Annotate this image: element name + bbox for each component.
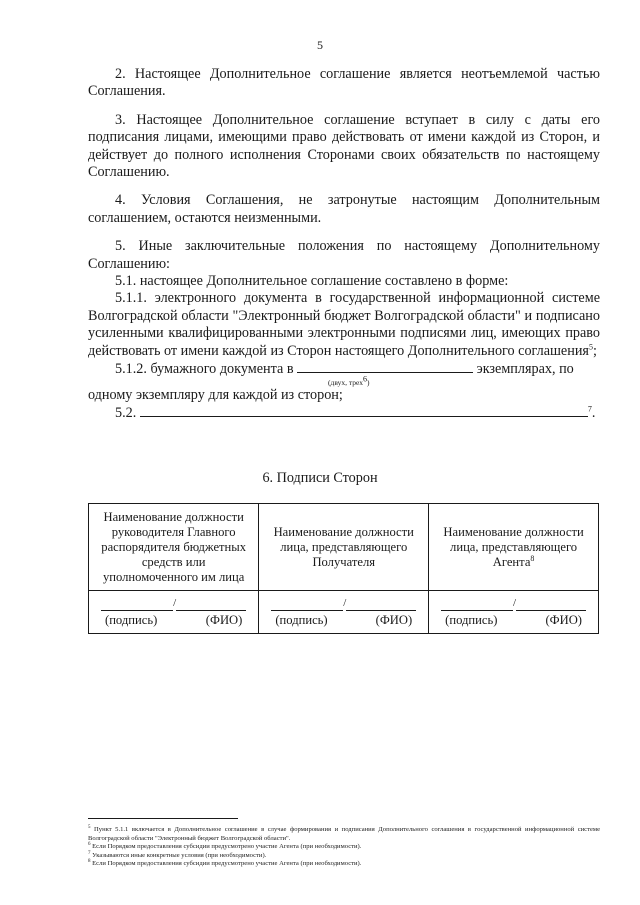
clause-5-2-end: .	[591, 404, 596, 421]
recipient-signature-blank	[271, 599, 343, 611]
copies-hint-end: )	[366, 377, 370, 387]
principal-slash: /	[173, 597, 177, 609]
agent-signature-blank	[441, 599, 513, 611]
agent-position-text: Наименование должности лица, представляющего Агента	[443, 524, 584, 569]
document-body	[88, 66, 600, 422]
principal-name-blank	[176, 599, 246, 611]
footnote-ref-5: 5	[588, 341, 593, 351]
recipient-signature-label: (подпись)	[275, 613, 328, 627]
footnotes	[88, 826, 600, 869]
footnote-5-num: 5	[88, 824, 91, 830]
clause-5-1: 5.1. настоящее Дополнительное соглашение составлено в форме:	[115, 273, 509, 290]
principal-signature-label: (подпись)	[105, 613, 158, 627]
principal-sign-cell	[89, 591, 259, 634]
footnote-ref-6: 6	[362, 374, 367, 383]
recipient-position-cell: Наименование должности лица, представляющего Получателя	[259, 504, 429, 591]
clause-5: 5. Иные заключительные положения по настоящему Дополнительному Соглашению:	[88, 238, 600, 272]
recipient-name-blank	[346, 599, 416, 611]
footnote-8-text: Если Порядком предоставления субсидии предусмотрено участие Агента (при необходимости).	[92, 860, 362, 868]
recipient-name-label: (ФИО)	[375, 613, 413, 627]
footnote-separator	[88, 818, 238, 819]
copies-count-blank	[297, 360, 473, 373]
footnote-7-text: Указываются иные конкретные условия (при необходимости).	[92, 851, 267, 859]
clause-5-1-2-cont: одному экземпляру для каждой из сторон;	[88, 386, 343, 403]
principal-sign-labels	[95, 613, 252, 628]
principal-signature-blank	[101, 599, 173, 611]
footnote-6-text: Если Порядком предоставления субсидии предусмотрено участие Агента (при необходимости).	[92, 843, 362, 851]
clause-5-1-1	[88, 290, 600, 360]
recipient-sign-labels	[265, 613, 422, 628]
agent-sign-labels	[435, 613, 592, 628]
clause-4: 4. Условия Соглашения, не затронутые настоящим Дополнительным соглашением, остаются неизменными.	[88, 192, 600, 226]
copies-hint-text: (двух, трех	[328, 377, 363, 387]
agent-name-blank	[516, 599, 586, 611]
page-number: 5	[317, 38, 323, 52]
footnote-ref-7: 7	[587, 404, 592, 414]
principal-name-label: (ФИО)	[205, 613, 243, 627]
copies-hint	[88, 374, 600, 387]
clause-5-2-label: 5.2.	[115, 404, 137, 421]
clause-5-1-2-start: 5.1.2. бумажного документа в	[115, 361, 294, 378]
clause-3: 3. Настоящее Дополнительное соглашение вступает в силу с даты его подписания лицами, имеющими право действовать от имени каждой из Сторон, и действует до полного исполнения Сторонами своих обязательств по настоящему Соглашению.	[88, 111, 600, 181]
clause-5-2	[88, 404, 600, 422]
recipient-sign-line	[265, 597, 422, 611]
agent-name-label: (ФИО)	[545, 613, 582, 627]
signatures-title: 6. Подписи Сторон	[262, 470, 378, 486]
agent-sign-line	[435, 597, 592, 611]
agent-slash: /	[513, 597, 517, 609]
signatures-header-row	[89, 504, 599, 591]
clause-5-1-2	[88, 360, 600, 378]
agent-position-cell	[429, 504, 599, 591]
footnote-6	[88, 843, 600, 852]
footnote-8	[88, 860, 600, 869]
signatures-table	[88, 503, 599, 634]
agent-sign-cell	[429, 591, 599, 634]
footnote-ref-8: 8	[530, 553, 535, 563]
footnote-7-num: 7	[88, 850, 91, 856]
footnote-6-num: 6	[88, 842, 91, 847]
clause-2: 2. Настоящее Дополнительное соглашение является неотъемлемой частью Соглашения.	[88, 66, 600, 100]
footnote-8-num: 8	[88, 859, 91, 865]
clause-5-1-1-text: 5.1.1. электронного документа в государственной информационной системе Волгоградской области "Электронный бюджет Волгоградской области" и подписано усиленными квалифицированными электронными подписями лиц, имеющих право действовать от имени каждой из Сторон настоящего Дополнительного соглашения	[88, 290, 600, 359]
agent-signature-label: (подпись)	[445, 613, 498, 627]
footnote-5-text: Пункт 5.1.1 включается в Дополнительное соглашение в случае формирования и подписания Дополнительного соглашения в государственной информационной системе Волгоградской области "Электронный бюджет Волгоградской области".	[88, 826, 600, 842]
principal-sign-line	[95, 597, 252, 611]
recipient-sign-cell	[259, 591, 429, 634]
principal-position-cell: Наименование должности руководителя Главного распорядителя бюджетных средств или уполномоченного им лица	[89, 504, 259, 591]
recipient-slash: /	[343, 597, 347, 609]
clause-5-1-1-end: ;	[592, 342, 597, 359]
clause-5-1-2-end: экземплярах, по	[476, 361, 574, 378]
other-conditions-blank	[140, 404, 588, 417]
footnote-5	[88, 826, 600, 843]
signatures-sign-row	[89, 591, 599, 634]
